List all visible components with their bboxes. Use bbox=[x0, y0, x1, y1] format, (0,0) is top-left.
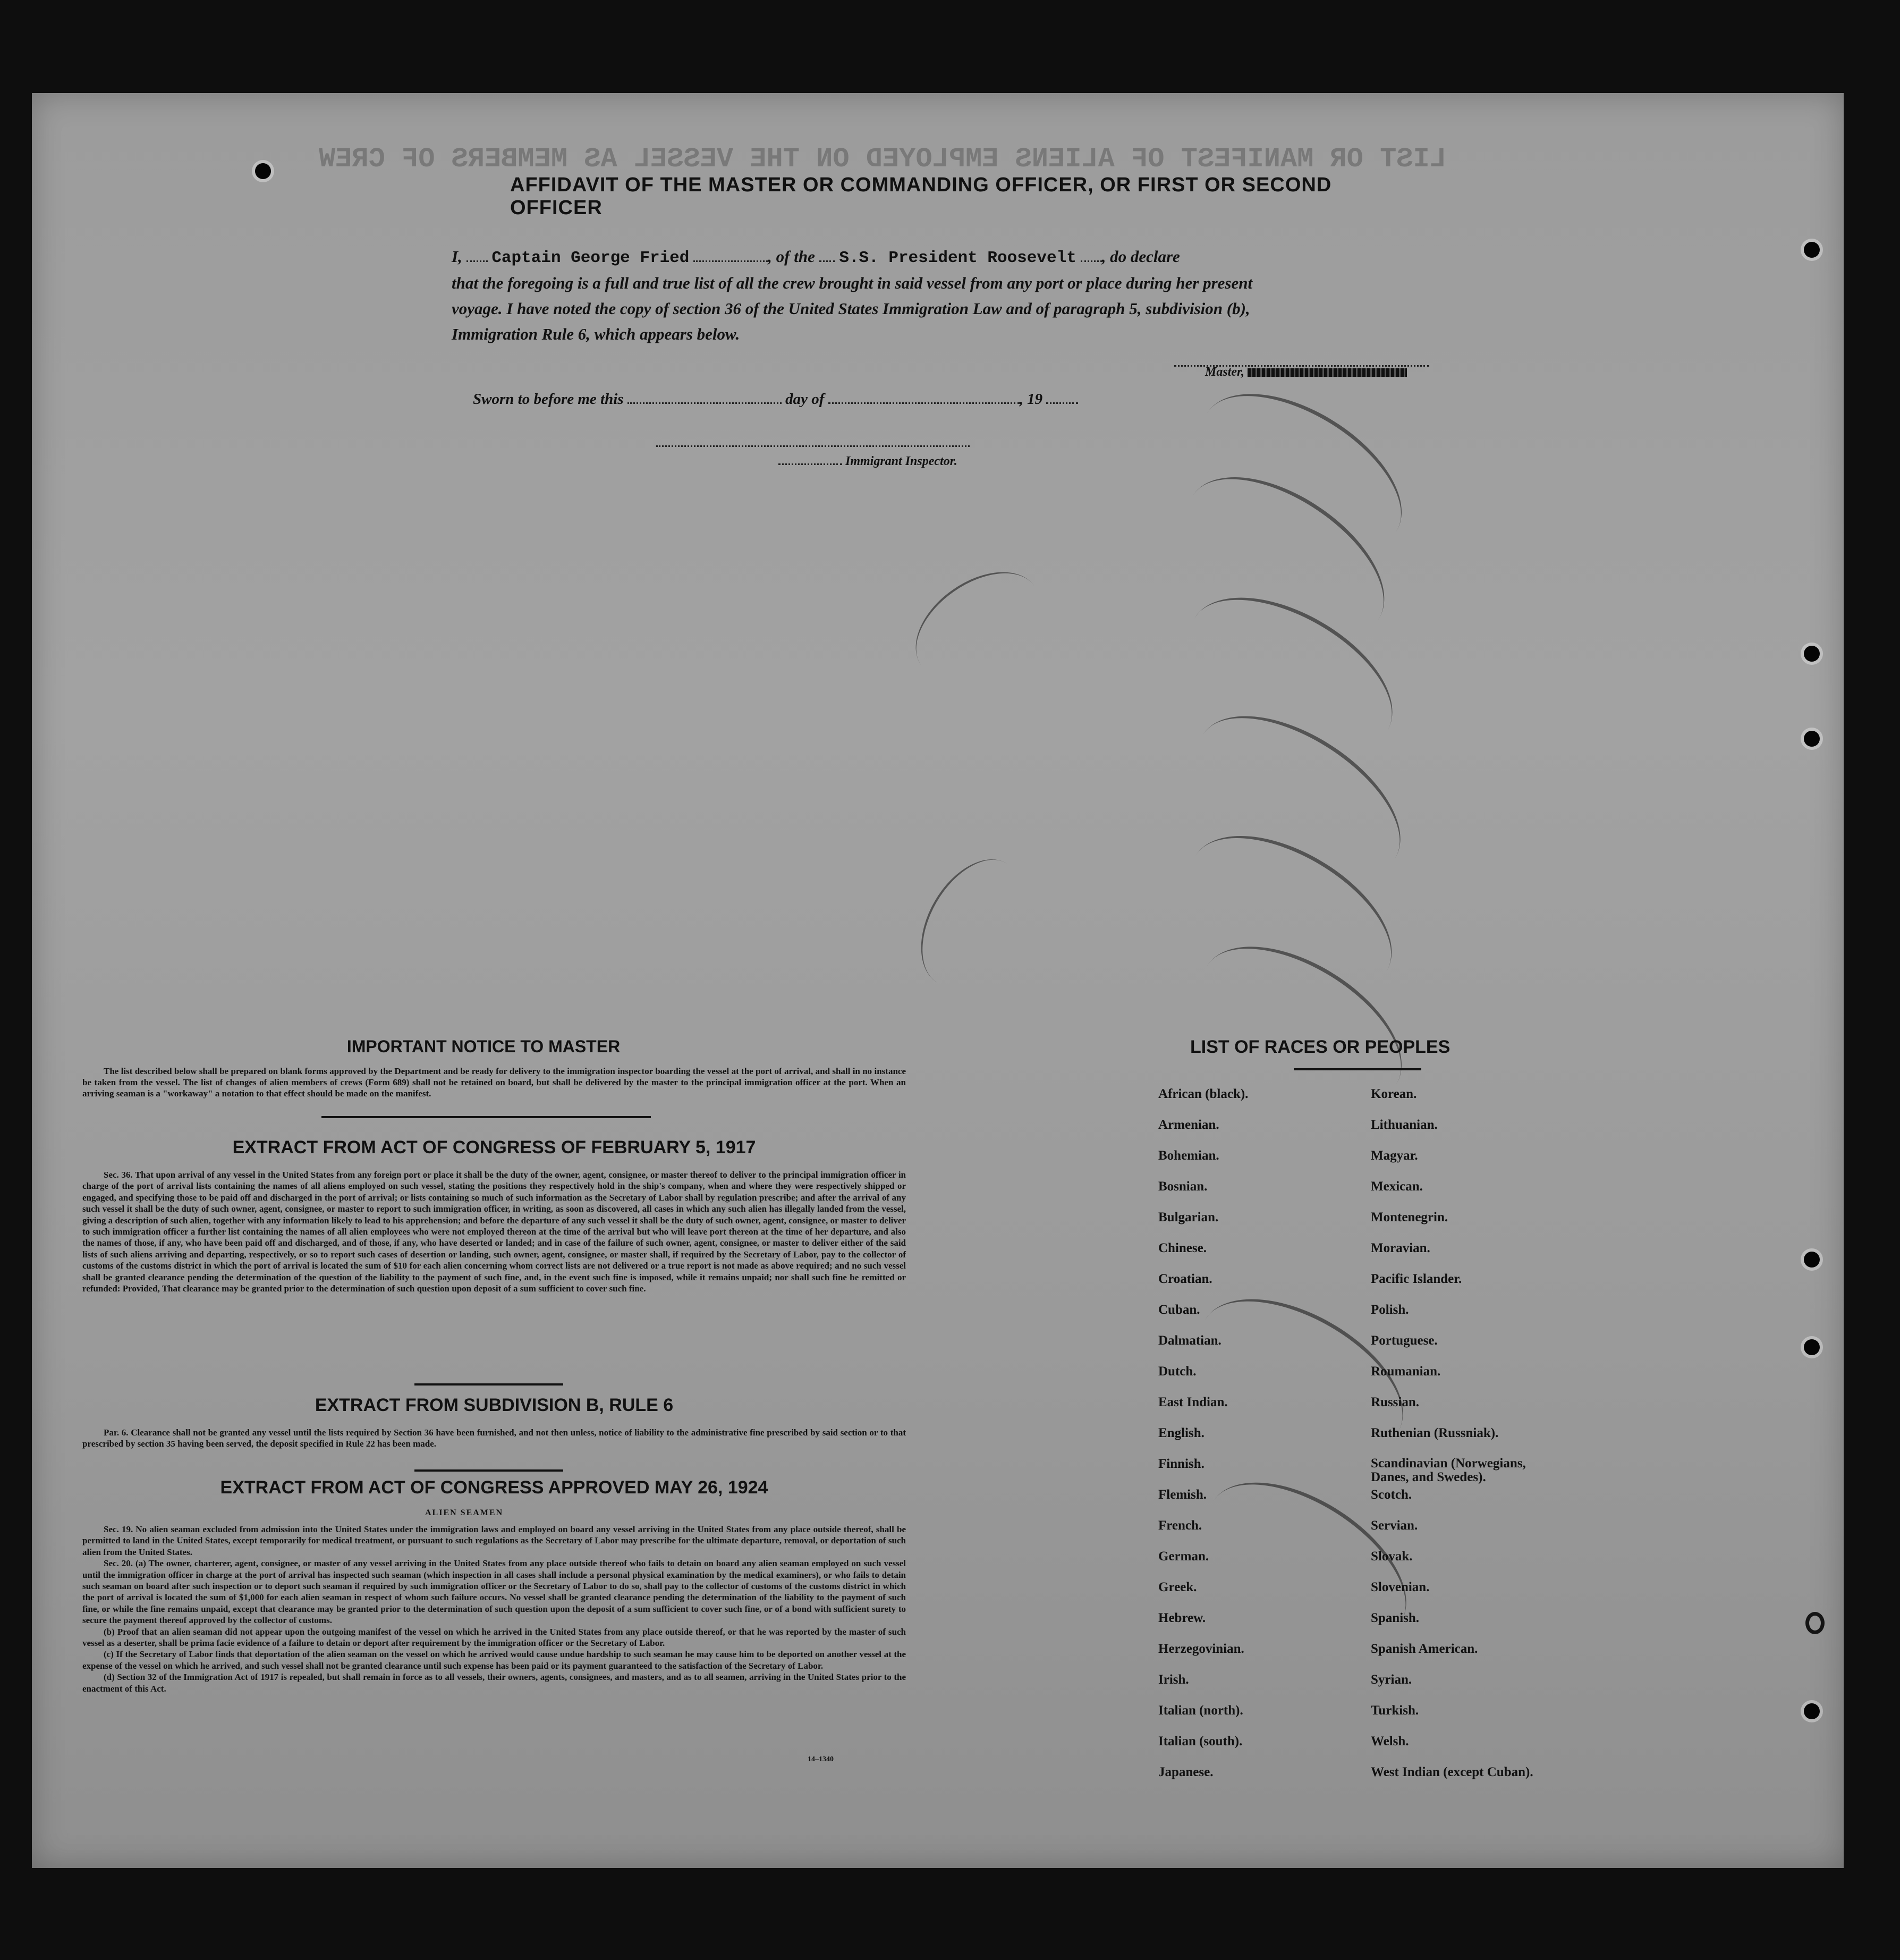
extract-1924-title: EXTRACT FROM ACT OF CONGRESS APPROVED MAY 26, 1924 bbox=[220, 1477, 768, 1498]
extract-1924-text bbox=[82, 1524, 906, 1694]
race-item-right: Pacific Islander. bbox=[1371, 1272, 1462, 1286]
race-item-left: Dalmatian. bbox=[1158, 1333, 1222, 1348]
notice-text: The list described below shall be prepared on blank forms approved by the Department and be ready for delivery to the immigration inspector boarding the vessel at the port of arrival, and shall in no instance be taken from the vessel. The list of changes of alien members of crews (Form 689) shall not be retained on board, but shall be delivered by the master to the principal immigration officer at the port. When an arriving seaman is a "workaway" a notation to that effect should be made on the manifest. bbox=[82, 1066, 906, 1099]
inspector-signature-line bbox=[656, 445, 970, 447]
race-item-right: Servian. bbox=[1371, 1518, 1418, 1533]
race-item-left: African (black). bbox=[1158, 1087, 1249, 1101]
sworn-prefix: Sworn to before me this bbox=[473, 391, 624, 408]
sworn-day-label: day of bbox=[785, 391, 825, 408]
inspector-label: Immigrant Inspector. bbox=[778, 454, 957, 469]
race-item-right: Moravian. bbox=[1371, 1241, 1430, 1255]
race-item-right: Roumanian. bbox=[1371, 1364, 1441, 1379]
race-item-left: Croatian. bbox=[1158, 1272, 1212, 1286]
extract-1917-title: EXTRACT FROM ACT OF CONGRESS OF FEBRUARY 5, 1917 bbox=[232, 1137, 756, 1158]
rule-1 bbox=[321, 1116, 651, 1118]
extract-rule6-text: Par. 6. Clearance shall not be granted any vessel until the lists required by Section 36 have been furnished, and not then unless, notice of liability to the administrative fine prescribed by said section or to that prescribed by section 35 having been served, the deposit specified in Rule 22 has been made. bbox=[82, 1427, 906, 1449]
race-item-right: Spanish American. bbox=[1371, 1642, 1478, 1656]
race-item-left: English. bbox=[1158, 1426, 1205, 1440]
race-item-left: Hebrew. bbox=[1158, 1611, 1206, 1625]
race-item-right: Spanish. bbox=[1371, 1611, 1420, 1625]
race-item-right: Ruthenian (Russniak). bbox=[1371, 1426, 1499, 1440]
race-item-left: Chinese. bbox=[1158, 1241, 1207, 1255]
race-item-left: German. bbox=[1158, 1549, 1209, 1564]
race-item-left: East Indian. bbox=[1158, 1395, 1228, 1409]
race-item-right: Syrian. bbox=[1371, 1672, 1412, 1687]
race-item-left: Dutch. bbox=[1158, 1364, 1197, 1379]
document-sheet bbox=[32, 93, 1844, 1868]
affidavit-declare: , do declare bbox=[1101, 247, 1180, 266]
affidavit-heading: AFFIDAVIT OF THE MASTER OR COMMANDING OFFICER, OR FIRST OR SECOND OFFICER bbox=[510, 174, 1332, 219]
binder-hole-3 bbox=[1804, 731, 1820, 747]
race-item-left: Bosnian. bbox=[1158, 1179, 1208, 1194]
race-item-left: Cuban. bbox=[1158, 1303, 1200, 1317]
race-item-right: Scandinavian (Norwegians, Danes, and Swedes). bbox=[1371, 1456, 1526, 1484]
binder-hole-1 bbox=[1804, 242, 1820, 258]
race-item-left: French. bbox=[1158, 1518, 1202, 1533]
race-item-left: Finnish. bbox=[1158, 1457, 1205, 1471]
race-item-left: Armenian. bbox=[1158, 1118, 1219, 1132]
binder-hole-4 bbox=[1804, 1252, 1820, 1268]
sec-20b: (b) Proof that an alien seaman did not appear upon the outgoing manifest of the vessel on which he arrived in the United States from any place outside thereof, or that he was reported by the master of such vessel as a deserter, shall be prima facie evidence of a failure to detain or deport after requirement by the immigration officer or the Secretary of Labor. bbox=[82, 1626, 906, 1649]
race-item-right: Polish. bbox=[1371, 1303, 1409, 1317]
race-item-left: Japanese. bbox=[1158, 1765, 1214, 1779]
rule-3 bbox=[414, 1469, 563, 1472]
rule-2 bbox=[414, 1383, 563, 1385]
race-item-right: West Indian (except Cuban). bbox=[1371, 1765, 1533, 1779]
master-name: Captain George Fried bbox=[491, 249, 690, 267]
race-item-left: Flemish. bbox=[1158, 1488, 1207, 1502]
race-item-right: Lithuanian. bbox=[1371, 1118, 1438, 1132]
affidavit-line-4: Immigration Rule 6, which appears below. bbox=[452, 325, 740, 343]
binder-hole-5 bbox=[1804, 1339, 1820, 1355]
affidavit-line-3: voyage. I have noted the copy of section 36 of the United States Immigration Law and of paragraph 5, subdivision (b), bbox=[452, 299, 1250, 318]
race-item-left: Bulgarian. bbox=[1158, 1210, 1219, 1224]
race-item-right: Portuguese. bbox=[1371, 1333, 1438, 1348]
race-item-right: Welsh. bbox=[1371, 1734, 1409, 1748]
binder-hole-7 bbox=[1804, 1703, 1820, 1719]
race-item-right: Scotch. bbox=[1371, 1488, 1412, 1502]
race-item-right: Turkish. bbox=[1371, 1703, 1419, 1718]
binder-hole-2 bbox=[1804, 646, 1820, 662]
alien-seamen-subtitle: ALIEN SEAMEN bbox=[425, 1508, 504, 1517]
sec-19: Sec. 19. No alien seaman excluded from admission into the United States under the immigration laws and employed on board any vessel arriving in the United States from any place outside thereof, shall be permitted to land in the United States, except temporarily for medical treatment, or pursuant to such regulations as the Secretary of Labor may prescribe for the ultimate departure, removal, or deportation of such alien from the United States. bbox=[82, 1524, 906, 1557]
pen-mark bbox=[896, 550, 1059, 700]
vessel-name: S.S. President Roosevelt bbox=[839, 249, 1076, 267]
race-item-right: Montenegrin. bbox=[1371, 1210, 1448, 1224]
race-item-left: Italian (north). bbox=[1158, 1703, 1243, 1718]
affidavit-of-the: , of the bbox=[768, 247, 815, 266]
master-label: Master, bbox=[1205, 365, 1407, 379]
race-item-right: Mexican. bbox=[1371, 1179, 1423, 1194]
races-rule bbox=[1294, 1068, 1421, 1070]
notice-title: IMPORTANT NOTICE TO MASTER bbox=[346, 1037, 621, 1056]
affidavit-line-1 bbox=[452, 247, 1180, 267]
sec-20a: Sec. 20. (a) The owner, charterer, agent, consignee, or master of any vessel arriving in the United States from any place outside thereof who fails to detain on board any alien seaman employed on such vessel until the immigration officer in charge at the port of arrival has inspected such seaman (which inspection in all cases shall include a personal physical examination by the medical examiners), or who fails to detain such seaman on board after such inspection or to deport such seaman if required by such immigration officer or the Secretary of Labor to do so, shall pay to the collector of customs of the customs district in which the port of arrival is located the sum of $1,000 for each alien seaman in respect of whom such failure occurs. No vessel shall be granted clearance pending the determination of the liability to the payment of such fine, or while the fine remains unpaid, except that clearance may be granted prior to the determination of such question upon the deposit of a sum sufficient to cover such fine, or of a bond with sufficient surety to secure the payment thereof approved by the collector of customs. bbox=[82, 1558, 906, 1626]
race-item-left: Greek. bbox=[1158, 1580, 1197, 1594]
race-item-left: Irish. bbox=[1158, 1672, 1189, 1687]
race-item-right: Slovenian. bbox=[1371, 1580, 1430, 1594]
sworn-line bbox=[473, 391, 1078, 408]
sec-20d: (d) Section 32 of the Immigration Act of 1917 is repealed, but shall remain in force as to all vessels, their owners, agents, consignees, and masters, and as to all seamen, arriving in the United States prior to the enactment of this Act. bbox=[82, 1672, 906, 1694]
form-number: 14–1340 bbox=[808, 1755, 834, 1763]
race-item-right: Magyar. bbox=[1371, 1148, 1418, 1163]
sec-20c: (c) If the Secretary of Labor finds that deportation of the alien seaman on the vessel on which he arrived would cause undue hardship to such seaman he may cause him to be deported on another vessel at the expense of the vessel on which he arrived, and such vessel shall not be granted clearance until such expense has been paid or its payment guaranteed to the satisfaction of the Secretary of Labor. bbox=[82, 1649, 906, 1671]
race-item-right: Russian. bbox=[1371, 1395, 1420, 1409]
race-item-left: Herzegovinian. bbox=[1158, 1642, 1244, 1656]
races-title: LIST OF RACES OR PEOPLES bbox=[1190, 1037, 1451, 1057]
extract-1917-text: Sec. 36. That upon arrival of any vessel in the United States from any foreign port or place it shall be the duty of the owner, agent, consignee, or master thereof to deliver to the principal immigration officer in charge of the port of arrival lists containing the names of all aliens employed on such vessel, stating the positions they respectively hold in the ship's company, when and where they were respectively shipped or engaged, and specifying those to be paid off and discharged in the port of arrival; or lists containing so much of such information as the Secretary of Labor shall by regulation prescribe; and after the arrival of any such vessel it shall be the duty of such owner, agent, consignee, or master to report to such immigration officer, in writing, as soon as discovered, all cases in which any such alien has illegally landed from the vessel, giving a description of such alien, together with any information likely to lead to his apprehension; and before the departure of any such vessel it shall be the duty of such owner, agent, consignee, or master to deliver to such immigration officer a further list containing the names of all alien employees who were not employed thereon at the time of the arrival but who will leave port thereon at the time of her departure, and also the names of those, if any, who have been paid off and discharged, and of those, if any, who have deserted or landed; and in case of the failure of such owner, agent, consignee, or master to deliver either of the said lists of such aliens arriving and departing, respectively, or so to report such cases of desertion or landing, such owner, agent, consignee, or master shall, if required by the Secretary of Labor, pay to the collector of customs of the customs district in which the port of arrival is located the sum of $10 for each alien concerning whom correct lists are not delivered or a true report is not made as above required; and no such vessel shall be granted clearance pending the determination of the question of the liability to the payment of such fine, and, in the event such fine is imposed, while it remains unpaid; nor shall such fine be remitted or refunded: Provided, That clearance may be granted prior to the determination of such question upon deposit of a sum sufficient to cover such fine. bbox=[82, 1170, 906, 1294]
affidavit-prefix: I, bbox=[452, 247, 462, 266]
punch-hole-top-left bbox=[255, 163, 271, 179]
affidavit-line-2: that the foregoing is a full and true list of all the crew brought in said vessel from any port or place during her present bbox=[452, 274, 1253, 292]
race-item-left: Bohemian. bbox=[1158, 1148, 1219, 1163]
race-item-right: Slovak. bbox=[1371, 1549, 1413, 1564]
race-item-left: Italian (south). bbox=[1158, 1734, 1243, 1748]
binder-hole-6 bbox=[1805, 1612, 1825, 1634]
bleed-through-heading: LIST OR MANIFEST OF ALIENS EMPLOYED ON THE VESSEL AS MEMBERS OF CREW bbox=[319, 143, 1446, 175]
race-item-right: Korean. bbox=[1371, 1087, 1417, 1101]
extract-rule6-title: EXTRACT FROM SUBDIVISION B, RULE 6 bbox=[315, 1395, 674, 1415]
pen-mark bbox=[900, 841, 1045, 1004]
sworn-year-label: , 19 bbox=[1019, 391, 1043, 408]
